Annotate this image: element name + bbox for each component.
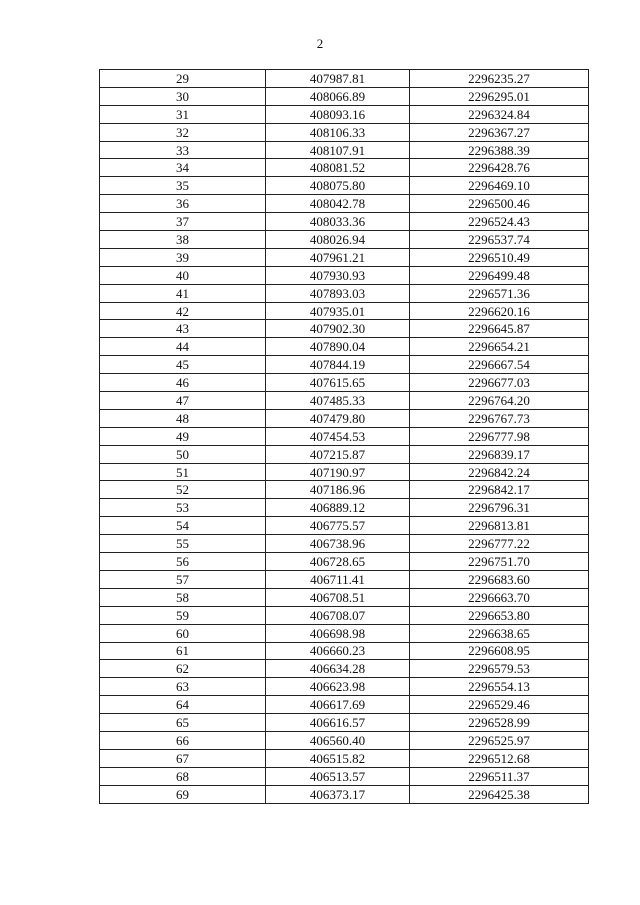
y-coordinate-cell: 2296767.73 <box>410 409 589 427</box>
y-coordinate-cell: 2296512.68 <box>410 749 589 767</box>
x-coordinate-cell: 406623.98 <box>266 678 410 696</box>
point-number-cell: 49 <box>100 427 266 445</box>
point-number-cell: 69 <box>100 785 266 803</box>
x-coordinate-cell: 407454.53 <box>266 427 410 445</box>
y-coordinate-cell: 2296677.03 <box>410 374 589 392</box>
table-row <box>100 463 589 481</box>
point-number-cell: 60 <box>100 624 266 642</box>
table-row <box>100 678 589 696</box>
table-row <box>100 785 589 803</box>
point-number-cell: 36 <box>100 195 266 213</box>
x-coordinate-cell: 408026.94 <box>266 231 410 249</box>
x-coordinate-cell: 407961.21 <box>266 248 410 266</box>
x-coordinate-cell: 406634.28 <box>266 660 410 678</box>
y-coordinate-cell: 2296645.87 <box>410 320 589 338</box>
point-number-cell: 31 <box>100 105 266 123</box>
y-coordinate-cell: 2296579.53 <box>410 660 589 678</box>
point-number-cell: 53 <box>100 499 266 517</box>
y-coordinate-cell: 2296428.76 <box>410 159 589 177</box>
point-number-cell: 52 <box>100 481 266 499</box>
point-number-cell: 32 <box>100 123 266 141</box>
x-coordinate-cell: 408033.36 <box>266 213 410 231</box>
x-coordinate-cell: 406711.41 <box>266 570 410 588</box>
table-row <box>100 570 589 588</box>
x-coordinate-cell: 407485.33 <box>266 392 410 410</box>
table-row <box>100 105 589 123</box>
table-row <box>100 392 589 410</box>
y-coordinate-cell: 2296529.46 <box>410 696 589 714</box>
y-coordinate-cell: 2296663.70 <box>410 588 589 606</box>
y-coordinate-cell: 2296777.22 <box>410 535 589 553</box>
point-number-cell: 65 <box>100 714 266 732</box>
y-coordinate-cell: 2296528.99 <box>410 714 589 732</box>
x-coordinate-cell: 408093.16 <box>266 105 410 123</box>
x-coordinate-cell: 406616.57 <box>266 714 410 732</box>
y-coordinate-cell: 2296654.21 <box>410 338 589 356</box>
x-coordinate-cell: 406660.23 <box>266 642 410 660</box>
table-row <box>100 517 589 535</box>
table-row <box>100 231 589 249</box>
point-number-cell: 66 <box>100 731 266 749</box>
x-coordinate-cell: 407902.30 <box>266 320 410 338</box>
table-row <box>100 731 589 749</box>
x-coordinate-cell: 408075.80 <box>266 177 410 195</box>
point-number-cell: 57 <box>100 570 266 588</box>
point-number-cell: 30 <box>100 87 266 105</box>
page-number: 2 <box>316 36 324 51</box>
point-number-cell: 37 <box>100 213 266 231</box>
x-coordinate-cell: 406617.69 <box>266 696 410 714</box>
x-coordinate-cell: 407930.93 <box>266 266 410 284</box>
table-row <box>100 177 589 195</box>
table-row <box>100 356 589 374</box>
point-number-cell: 48 <box>100 409 266 427</box>
point-number-cell: 68 <box>100 767 266 785</box>
point-number-cell: 50 <box>100 445 266 463</box>
point-number-cell: 40 <box>100 266 266 284</box>
point-number-cell: 61 <box>100 642 266 660</box>
y-coordinate-cell: 2296524.43 <box>410 213 589 231</box>
x-coordinate-cell: 406728.65 <box>266 553 410 571</box>
x-coordinate-cell: 407186.96 <box>266 481 410 499</box>
table-row <box>100 499 589 517</box>
table-row <box>100 123 589 141</box>
table-row <box>100 714 589 732</box>
point-number-cell: 58 <box>100 588 266 606</box>
x-coordinate-cell: 407215.87 <box>266 445 410 463</box>
table-row <box>100 660 589 678</box>
x-coordinate-cell: 407844.19 <box>266 356 410 374</box>
x-coordinate-cell: 406373.17 <box>266 785 410 803</box>
table-row <box>100 624 589 642</box>
table-row <box>100 195 589 213</box>
y-coordinate-cell: 2296537.74 <box>410 231 589 249</box>
table-row <box>100 284 589 302</box>
point-number-cell: 43 <box>100 320 266 338</box>
y-coordinate-cell: 2296796.31 <box>410 499 589 517</box>
point-number-cell: 46 <box>100 374 266 392</box>
table-row <box>100 374 589 392</box>
table-row <box>100 606 589 624</box>
table-row <box>100 320 589 338</box>
point-number-cell: 47 <box>100 392 266 410</box>
point-number-cell: 54 <box>100 517 266 535</box>
y-coordinate-cell: 2296764.20 <box>410 392 589 410</box>
table-row <box>100 87 589 105</box>
x-coordinate-cell: 408042.78 <box>266 195 410 213</box>
table-row <box>100 535 589 553</box>
point-number-cell: 62 <box>100 660 266 678</box>
point-number-cell: 35 <box>100 177 266 195</box>
y-coordinate-cell: 2296777.98 <box>410 427 589 445</box>
point-number-cell: 59 <box>100 606 266 624</box>
x-coordinate-cell: 408066.89 <box>266 87 410 105</box>
y-coordinate-cell: 2296842.24 <box>410 463 589 481</box>
table-row <box>100 553 589 571</box>
x-coordinate-cell: 406515.82 <box>266 749 410 767</box>
table-row <box>100 338 589 356</box>
point-number-cell: 63 <box>100 678 266 696</box>
y-coordinate-cell: 2296525.97 <box>410 731 589 749</box>
y-coordinate-cell: 2296751.70 <box>410 553 589 571</box>
x-coordinate-cell: 408081.52 <box>266 159 410 177</box>
x-coordinate-cell: 408106.33 <box>266 123 410 141</box>
table-row <box>100 696 589 714</box>
x-coordinate-cell: 406708.07 <box>266 606 410 624</box>
x-coordinate-cell: 406738.96 <box>266 535 410 553</box>
point-number-cell: 41 <box>100 284 266 302</box>
x-coordinate-cell: 408107.91 <box>266 141 410 159</box>
point-number-cell: 55 <box>100 535 266 553</box>
y-coordinate-cell: 2296499.48 <box>410 266 589 284</box>
x-coordinate-cell: 406889.12 <box>266 499 410 517</box>
point-number-cell: 64 <box>100 696 266 714</box>
table-row <box>100 248 589 266</box>
x-coordinate-cell: 407890.04 <box>266 338 410 356</box>
point-number-cell: 51 <box>100 463 266 481</box>
y-coordinate-cell: 2296667.54 <box>410 356 589 374</box>
y-coordinate-cell: 2296388.39 <box>410 141 589 159</box>
y-coordinate-cell: 2296653.80 <box>410 606 589 624</box>
point-number-cell: 44 <box>100 338 266 356</box>
table-row <box>100 767 589 785</box>
coordinates-table-body <box>100 70 589 804</box>
table-row <box>100 588 589 606</box>
x-coordinate-cell: 406775.57 <box>266 517 410 535</box>
point-number-cell: 34 <box>100 159 266 177</box>
table-row <box>100 159 589 177</box>
point-number-cell: 67 <box>100 749 266 767</box>
table-row <box>100 141 589 159</box>
coordinates-table <box>99 69 589 804</box>
table-row <box>100 302 589 320</box>
point-number-cell: 29 <box>100 70 266 88</box>
y-coordinate-cell: 2296511.37 <box>410 767 589 785</box>
y-coordinate-cell: 2296324.84 <box>410 105 589 123</box>
point-number-cell: 45 <box>100 356 266 374</box>
x-coordinate-cell: 407935.01 <box>266 302 410 320</box>
table-row <box>100 642 589 660</box>
table-row <box>100 749 589 767</box>
y-coordinate-cell: 2296571.36 <box>410 284 589 302</box>
y-coordinate-cell: 2296842.17 <box>410 481 589 499</box>
y-coordinate-cell: 2296839.17 <box>410 445 589 463</box>
table-row <box>100 481 589 499</box>
table-row <box>100 213 589 231</box>
x-coordinate-cell: 407615.65 <box>266 374 410 392</box>
y-coordinate-cell: 2296620.16 <box>410 302 589 320</box>
y-coordinate-cell: 2296469.10 <box>410 177 589 195</box>
y-coordinate-cell: 2296638.65 <box>410 624 589 642</box>
table-row <box>100 70 589 88</box>
table-row <box>100 445 589 463</box>
x-coordinate-cell: 407893.03 <box>266 284 410 302</box>
x-coordinate-cell: 407987.81 <box>266 70 410 88</box>
point-number-cell: 39 <box>100 248 266 266</box>
x-coordinate-cell: 406560.40 <box>266 731 410 749</box>
table-row <box>100 427 589 445</box>
point-number-cell: 42 <box>100 302 266 320</box>
table-row <box>100 409 589 427</box>
y-coordinate-cell: 2296554.13 <box>410 678 589 696</box>
x-coordinate-cell: 406698.98 <box>266 624 410 642</box>
y-coordinate-cell: 2296500.46 <box>410 195 589 213</box>
y-coordinate-cell: 2296295.01 <box>410 87 589 105</box>
y-coordinate-cell: 2296235.27 <box>410 70 589 88</box>
y-coordinate-cell: 2296813.81 <box>410 517 589 535</box>
y-coordinate-cell: 2296425.38 <box>410 785 589 803</box>
x-coordinate-cell: 406513.57 <box>266 767 410 785</box>
point-number-cell: 33 <box>100 141 266 159</box>
x-coordinate-cell: 407479.80 <box>266 409 410 427</box>
point-number-cell: 38 <box>100 231 266 249</box>
y-coordinate-cell: 2296367.27 <box>410 123 589 141</box>
y-coordinate-cell: 2296683.60 <box>410 570 589 588</box>
x-coordinate-cell: 407190.97 <box>266 463 410 481</box>
point-number-cell: 56 <box>100 553 266 571</box>
table-row <box>100 266 589 284</box>
y-coordinate-cell: 2296510.49 <box>410 248 589 266</box>
y-coordinate-cell: 2296608.95 <box>410 642 589 660</box>
x-coordinate-cell: 406708.51 <box>266 588 410 606</box>
